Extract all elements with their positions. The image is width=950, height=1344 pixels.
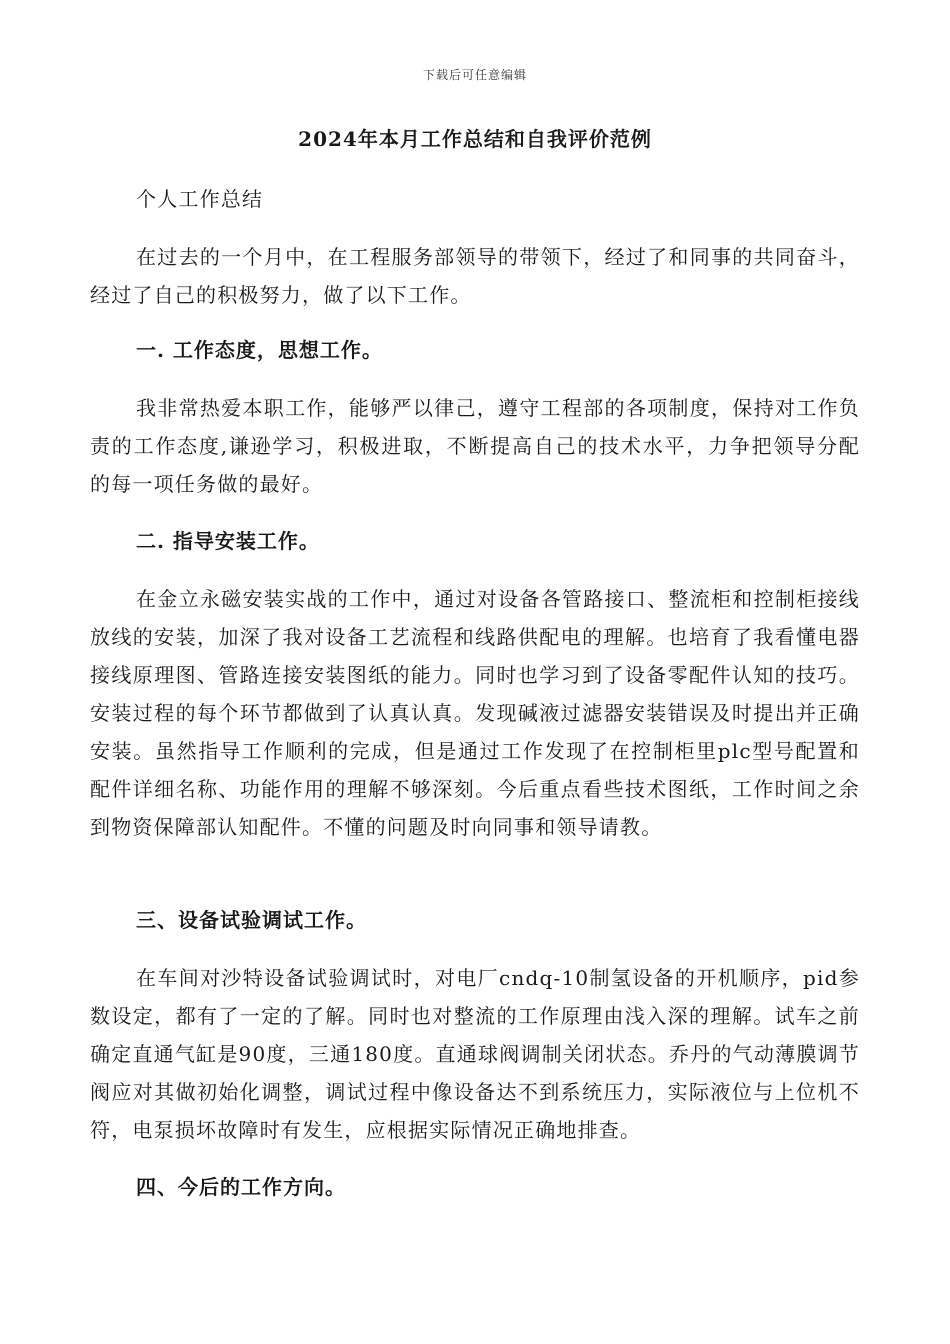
section-body-2: 在金立永磁安装实战的工作中，通过对设备各管路接口、整流柜和控制柜接线放线的安装，加深了我对设备工艺流程和线路供配电的理解。也培育了我看懂电器接线原理图、管路连接安装图纸的能力。同时也学习到了设备零配件认知的技巧。安装过程的每个环节都做到了认真认真。发现碱液过滤器安装错误及时提出并正确安装。虽然指导工作顺利的完成，但是通过工作发现了在控制柜里plc型号配置和配件详细名称、功能作用的理解不够深刻。今后重点看些技术图纸，工作时间之余到物资保障部认知配件。不懂的问题及时向同事和领导请教。	[90, 587, 860, 839]
document-title: 2024年本月工作总结和自我评价范例	[298, 127, 652, 151]
subtitle: 个人工作总结	[136, 187, 264, 211]
section-body-1: 我非常热爱本职工作，能够严以律己，遵守工程部的各项制度，保持对工作负责的工作态度,谦逊学习，积极进取，不断提高自己的技术水平，力争把领导分配的每一项任务做的最好。	[90, 396, 860, 496]
section-heading-3: 三、设备试验调试工作。	[136, 908, 367, 932]
intro-paragraph: 在过去的一个月中，在工程服务部领导的带领下，经过了和同事的共同奋斗，经过了自己的积极努力，做了以下工作。	[90, 245, 860, 307]
section-heading-1: 一. 工作态度，思想工作。	[136, 338, 383, 362]
section-heading-2: 二. 指导安装工作。	[136, 529, 320, 553]
section-body-3: 在车间对沙特设备试验调试时，对电厂cndq-10制氢设备的开机顺序，pid参数设定，都有了一定的了解。同时也对整流的工作原理由浅入深的理解。试车之前确定直通气缸是90度，三通180度。直通球阀调制关闭状态。乔丹的气动薄膜调节阀应对其做初始化调整，调试过程中像设备达不到系统压力，实际液位与上位机不符，电泵损坏故障时有发生，应根据实际情况正确地排查。	[90, 966, 860, 1142]
header-note: 下载后可任意编辑	[422, 68, 527, 82]
section-heading-4: 四、今后的工作方向。	[136, 1175, 346, 1199]
